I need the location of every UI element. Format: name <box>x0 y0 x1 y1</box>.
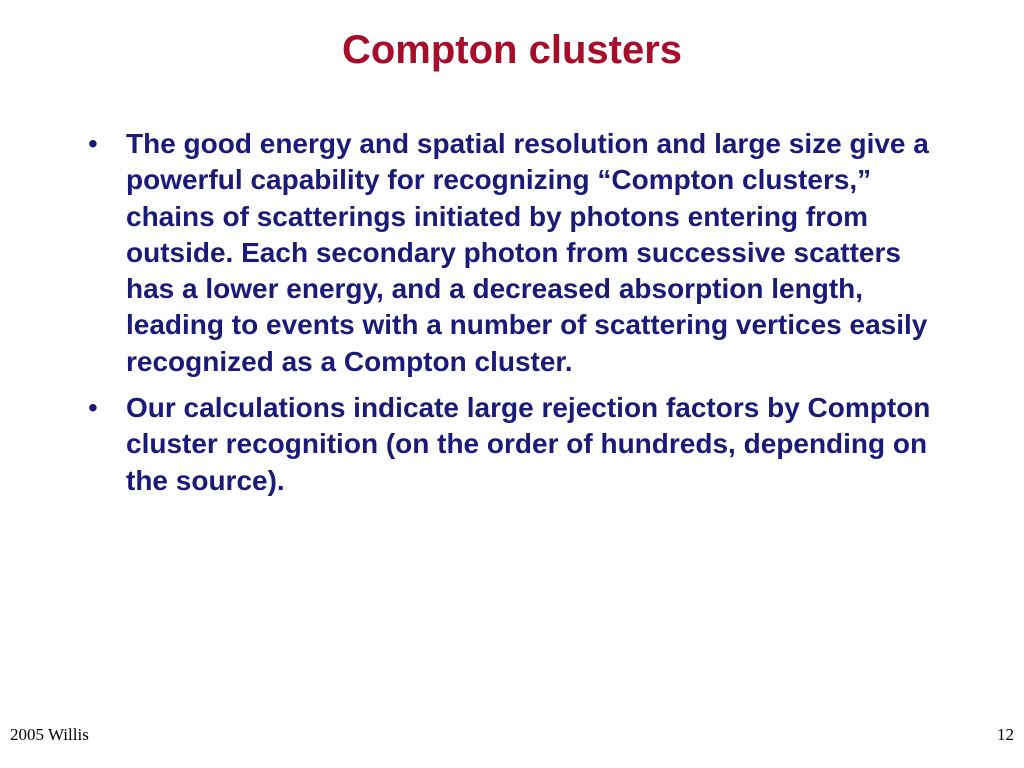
bullet-marker: • <box>88 128 98 159</box>
bullet-text: Our calculations indicate large rejection factors by Compton cluster recognition (on the order of hundreds, depending on the source). <box>126 392 931 496</box>
bullet-item <box>84 390 954 499</box>
bullet-marker: • <box>88 392 98 424</box>
footer-page-number: 12 <box>997 725 1014 744</box>
bullet-text: The good energy and spatial resolution and large size give a powerful capability for recognizing “Compton clusters,” chains of scatterings initiated by photons entering from outside. Each secondary photon from successive scatters has a lower energy, and a decreased absorption length, leading to events with a number of scattering vertices easily recognized as a Compton cluster. <box>126 128 929 377</box>
slide-title: Compton clusters <box>341 28 683 72</box>
bullet-item <box>84 126 954 380</box>
footer-author-year: 2005 Willis <box>10 725 89 744</box>
bullet-list <box>84 126 954 509</box>
